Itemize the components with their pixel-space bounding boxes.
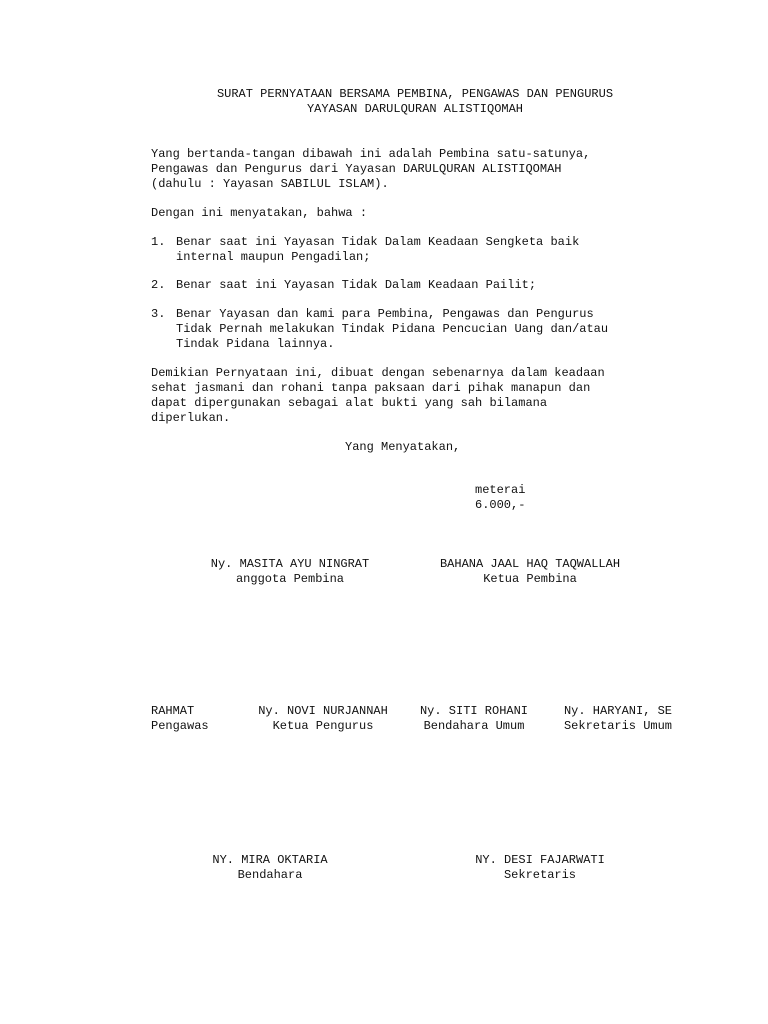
signatory-name: BAHANA JAAL HAQ TAQWALLAH [439, 557, 621, 571]
signatory-role: Pengawas [151, 719, 209, 733]
stamp-label: meterai [475, 483, 526, 497]
signatory-name: RAHMAT [151, 704, 195, 718]
signatory-role: Sekretaris Umum [563, 719, 673, 733]
signatory-name: Ny. HARYANI, SE [563, 704, 673, 718]
signatory-name: NY. MIRA OKTARIA [212, 853, 328, 867]
closing-line-4: diperlukan. [151, 411, 231, 425]
signatory-role: Bendahara Umum [423, 719, 525, 733]
signatory-name: Ny. NOVI NURJANNAH [258, 704, 388, 718]
list-item-text: Benar saat ini Yayasan Tidak Dalam Keadaan Pailit; [176, 278, 537, 292]
signatory-role: Sekretaris [503, 868, 576, 882]
list-item-number: 2. [151, 278, 166, 292]
signatory-name: Ny. MASITA AYU NINGRAT [210, 557, 370, 571]
list-item-number: 1. [151, 235, 166, 249]
list-item-text: Benar saat ini Yayasan Tidak Dalam Keadaan Sengketa baik [176, 235, 580, 249]
intro-line-3: (dahulu : Yayasan SABILUL ISLAM). [151, 177, 389, 191]
list-item-number: 3. [151, 307, 166, 321]
signatory-name: NY. DESI FAJARWATI [475, 853, 605, 867]
signatory-role: anggota Pembina [235, 572, 345, 586]
stamp-value: 6.000,- [475, 498, 526, 512]
signatory-role: Ketua Pengurus [272, 719, 374, 733]
list-item-text: internal maupun Pengadilan; [176, 250, 371, 264]
signatory-role: Bendahara [237, 868, 303, 882]
signatory-role: Ketua Pembina [483, 572, 577, 586]
list-item-text: Tindak Pidana lainnya. [176, 337, 335, 351]
document-title-line-2: YAYASAN DARULQURAN ALISTIQOMAH [306, 102, 524, 116]
closing-line-1: Demikian Pernyataan ini, dibuat dengan sebenarnya dalam keadaan [151, 366, 605, 380]
signatory-name: Ny. SITI ROHANI [419, 704, 529, 718]
list-item-text: Tidak Pernah melakukan Tindak Pidana Pencucian Uang dan/atau [176, 322, 609, 336]
intro-line-1: Yang bertanda-tangan dibawah ini adalah Pembina satu-satunya, [151, 147, 591, 161]
document-title-line-1: SURAT PERNYATAAN BERSAMA PEMBINA, PENGAWAS DAN PENGURUS [216, 87, 614, 101]
closing-line-3: dapat dipergunakan sebagai alat bukti yang sah bilamana [151, 396, 548, 410]
signoff-text: Yang Menyatakan, [345, 440, 461, 454]
closing-line-2: sehat jasmani dan rohani tanpa paksaan dari pihak manapun dan [151, 381, 591, 395]
intro-line-2: Pengawas dan Pengurus dari Yayasan DARULQURAN ALISTIQOMAH [151, 162, 562, 176]
declaration-lead: Dengan ini menyatakan, bahwa : [151, 206, 368, 220]
list-item-text: Benar Yayasan dan kami para Pembina, Pengawas dan Pengurus [176, 307, 594, 321]
